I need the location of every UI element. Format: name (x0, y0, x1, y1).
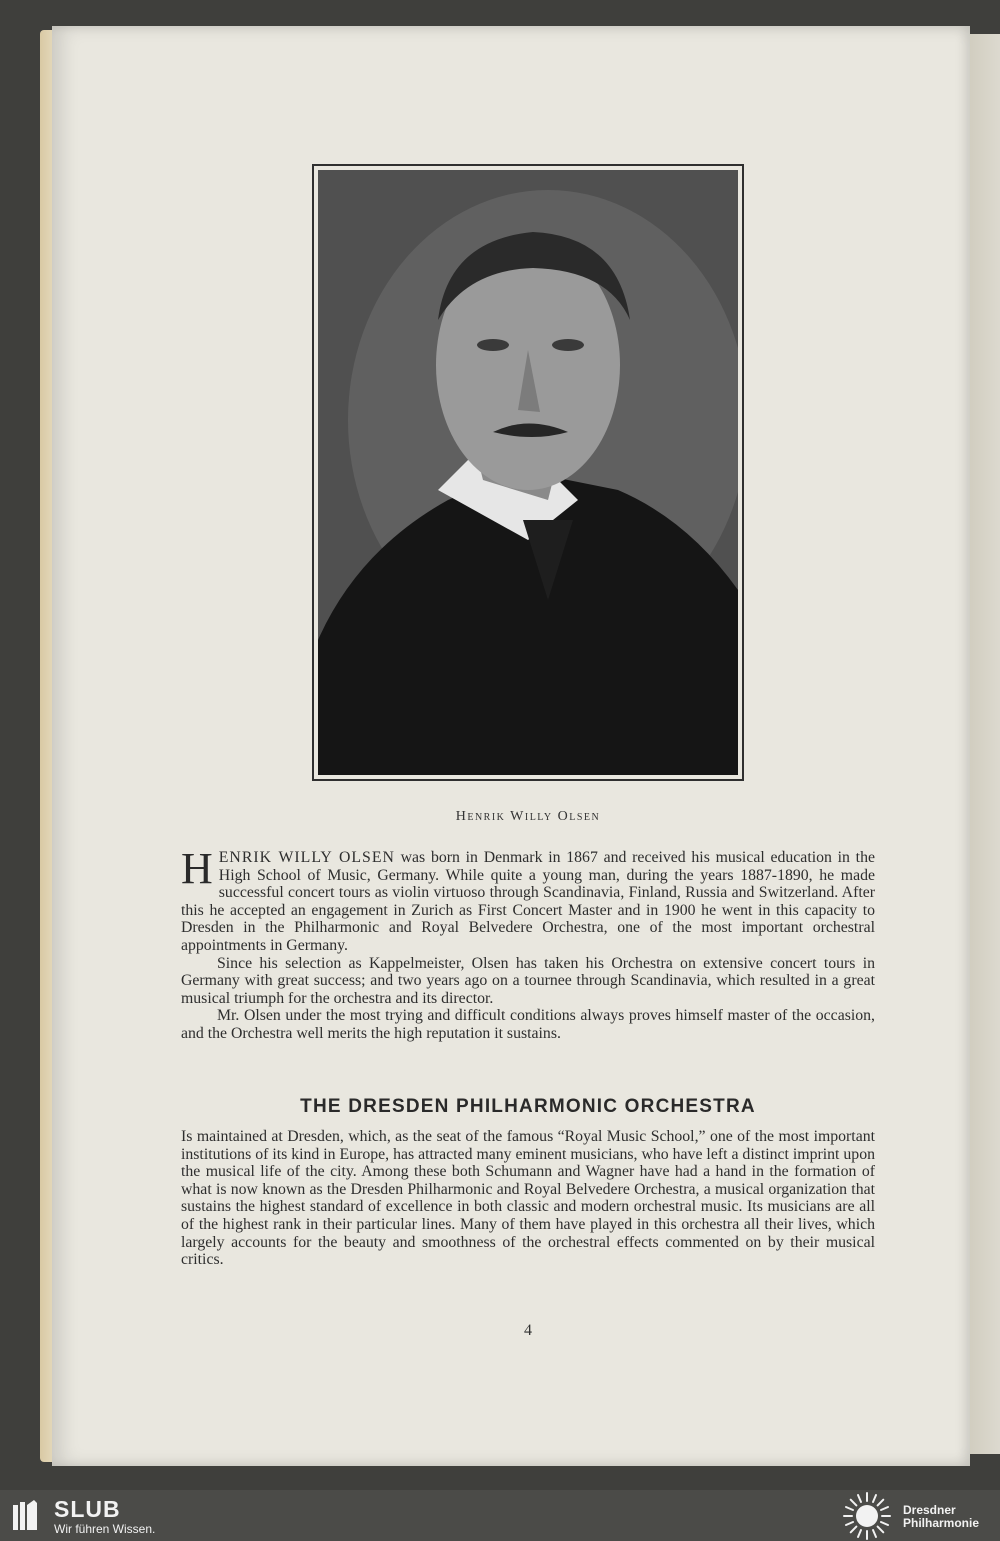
bio-paragraph-1 (181, 844, 875, 955)
sunburst-icon[interactable] (842, 1491, 892, 1541)
portrait-image (318, 170, 738, 775)
bio-lead-caps: ENRIK WILLY OLSEN (218, 849, 395, 866)
partner-name-line-1: Dresdner (903, 1503, 956, 1517)
section-paragraph: Is maintained at Dresden, which, as the seat of the famous “Royal Music School,” one of the most important institutions of its kind in Europe, has attracted many eminent musicians, who have left a distinct imprint upon the musical life of the city. Among these both Schumann and Wagner have had a hand in the formation of what is now known as the Dresden Philharmonic and Royal Belvedere Orchestra, a musical organization that sustains the highest standard of excellence in both classic and modern orchestral music. Its musicians are all of the highest rank in their particular lines. Many of them have played in this orchestra all their lives, which largely accounts for the beauty and smoothness of the orchestral effects commented on by their musical critics. (181, 1128, 875, 1269)
bio-paragraph-3: Mr. Olsen under the most trying and difficult conditions always proves himself master of the occasion, and the Orchestra well merits the high reputation it sustains. (181, 1007, 875, 1042)
partner-name[interactable] (903, 1504, 979, 1530)
partner-name-line-2: Philharmonie (903, 1516, 980, 1530)
photo-caption: Henrik Willy Olsen (455, 809, 601, 824)
bio-text (181, 844, 875, 1043)
bio-paragraph-2: Since his selection as Kappelmeister, Olsen has taken his Orchestra on extensive concert tours in Germany with great success; and two years ago on a tournee through Scandinavia, which resulted in a great musical triumph for the orchestra and its director. (181, 954, 875, 1007)
book-stack-icon[interactable] (12, 1499, 38, 1531)
section-heading: THE DRESDEN PHILHARMONIC ORCHESTRA (300, 1096, 756, 1117)
drop-cap: H (181, 844, 213, 893)
portrait-illustration (318, 170, 738, 775)
section-body (181, 1128, 875, 1269)
viewer-footer (0, 1490, 1000, 1541)
portrait-photo (312, 164, 744, 781)
slub-tagline: Wir führen Wissen. (54, 1522, 156, 1536)
page-number: 4 (524, 1322, 532, 1339)
slub-name[interactable]: SLUB (54, 1496, 121, 1522)
bio-paragraph-1-text: was born in Denmark in 1867 and received his musical education in the High School of Music, Germany. While quite a young man, during the years 1887-1890, he made successful concert tours as violin virtuoso through Scandinavia, Finland, Russia and Switzerland. After this he accepted an engagement in Zurich as First Concert Master and in 1900 he went in this capacity to Dresden in the Philharmonic and Royal Belvedere Orchestra, one of the most important orchestral appointments in Germany. (181, 849, 875, 954)
